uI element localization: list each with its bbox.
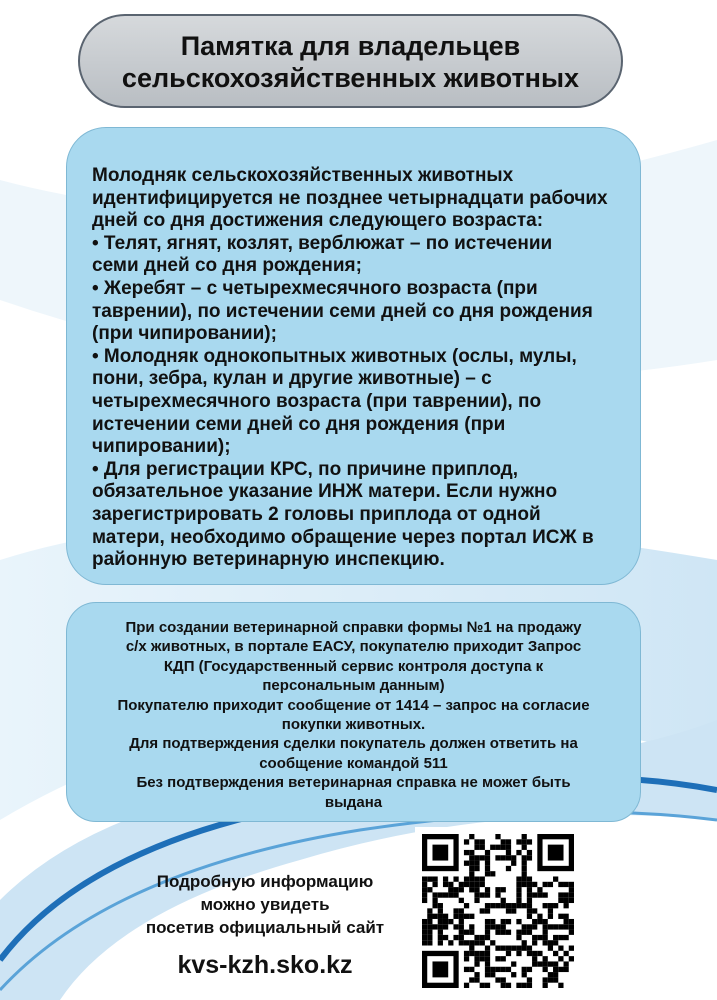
info-text-line: четырехмесячного возраста (при таврении), по bbox=[92, 390, 542, 412]
footer-line: посетив официальный сайт bbox=[145, 918, 385, 937]
info-text-line: чипировании); bbox=[92, 436, 231, 458]
info-text-line: • Молодняк однокопытных животных (ослы, мулы, bbox=[92, 345, 577, 367]
info-text-line: таврении), по истечении семи дней со дня рождения bbox=[92, 300, 593, 322]
title-line: Памятка для владельцев bbox=[180, 31, 521, 61]
info-text-line: КДП (Государственный сервис контроля доступа к bbox=[163, 657, 544, 675]
info-text-line: Без подтверждения ветеринарная справка не может быть bbox=[136, 774, 571, 792]
qr-modules bbox=[422, 834, 574, 988]
info-text-line: (при чипировании); bbox=[92, 323, 277, 345]
info-text-line: Покупателю приходит сообщение от 1414 – запрос на согласие bbox=[117, 696, 590, 714]
info-text-line: обязательное указание ИНЖ матери. Если нужно bbox=[92, 481, 558, 503]
info-text-line: истечении семи дней со дня рождения (при bbox=[92, 413, 506, 435]
qr-code[interactable] bbox=[415, 827, 581, 995]
identification-info-box bbox=[66, 127, 641, 585]
info-text-line: районную ветеринарную инспекцию. bbox=[92, 549, 445, 571]
info-text-line: зарегистрировать 2 головы приплода от одной bbox=[92, 503, 541, 525]
info-text-line: пони, зебра, кулан и другие животные) – с bbox=[92, 368, 492, 390]
vet-certificate-info-box bbox=[66, 602, 641, 822]
info-text-line: сообщение командой 511 bbox=[259, 754, 448, 772]
info-text-line: При создании ветеринарной справки формы №1 на продажу bbox=[125, 619, 582, 636]
info-text-line: • Для регистрации КРС, по причине приплод, bbox=[92, 458, 519, 480]
info-text-line: покупки животных. bbox=[281, 716, 426, 734]
footer-line: можно увидеть bbox=[200, 895, 330, 914]
info-text-line: персональным данным) bbox=[262, 677, 445, 695]
info-text-line: идентифицируется не позднее четырнадцати рабочих bbox=[92, 187, 608, 209]
footer-info bbox=[110, 870, 420, 980]
info-text-line: матери, необходимо обращение через портал ИСЖ в bbox=[92, 526, 594, 548]
info-text-line: • Телят, ягнят, козлят, верблюжат – по истечении bbox=[92, 232, 553, 254]
info-text-line: выдана bbox=[324, 793, 383, 811]
website-link[interactable]: kvs-kzh.sko.kz bbox=[177, 951, 353, 979]
info-text-line: семи дней со дня рождения; bbox=[92, 255, 362, 277]
info-text-line: Для подтверждения сделки покупатель должен ответить на bbox=[129, 735, 578, 753]
title-banner bbox=[78, 14, 623, 108]
footer-line: Подробную информацию bbox=[156, 872, 374, 891]
info-text-line: с/х животных, в портале ЕАСУ, покупателю приходит Запрос bbox=[125, 638, 582, 656]
info-text-line: • Жеребят – с четырехмесячного возраста (при bbox=[92, 277, 538, 299]
title-line: сельскохозяйственных животных bbox=[121, 63, 580, 93]
info-text-line: дней со дня достижения следующего возраста: bbox=[92, 210, 544, 232]
info-text-line: Молодняк сельскохозяйственных животных bbox=[92, 165, 514, 186]
